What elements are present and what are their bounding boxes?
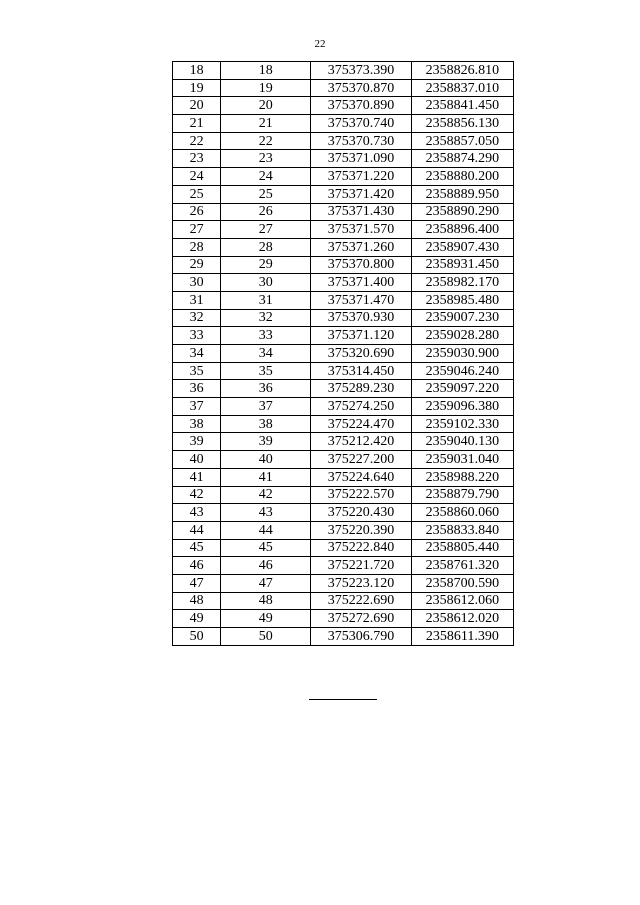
- point-id-cell: 45: [221, 539, 311, 557]
- y-coordinate-cell: 2358826.810: [411, 62, 513, 80]
- y-coordinate-cell: 2358761.320: [411, 557, 513, 575]
- coordinates-table: [172, 61, 514, 646]
- table-row: [173, 468, 514, 486]
- x-coordinate-cell: 375371.120: [311, 327, 411, 345]
- point-id-cell: 39: [221, 433, 311, 451]
- point-id-cell: 28: [221, 238, 311, 256]
- point-number-cell: 49: [173, 610, 221, 628]
- point-id-cell: 43: [221, 504, 311, 522]
- table-row: [173, 610, 514, 628]
- point-number-cell: 34: [173, 345, 221, 363]
- table-row: [173, 539, 514, 557]
- point-number-cell: 43: [173, 504, 221, 522]
- x-coordinate-cell: 375320.690: [311, 345, 411, 363]
- coordinates-table-body: [173, 62, 514, 646]
- point-id-cell: 37: [221, 398, 311, 416]
- x-coordinate-cell: 375274.250: [311, 398, 411, 416]
- y-coordinate-cell: 2359096.380: [411, 398, 513, 416]
- table-row: [173, 504, 514, 522]
- x-coordinate-cell: 375227.200: [311, 451, 411, 469]
- page-number: 22: [314, 38, 326, 50]
- table-row: [173, 150, 514, 168]
- table-row: [173, 486, 514, 504]
- point-id-cell: 33: [221, 327, 311, 345]
- table-row: [173, 274, 514, 292]
- point-id-cell: 22: [221, 132, 311, 150]
- x-coordinate-cell: 375371.260: [311, 238, 411, 256]
- table-row: [173, 451, 514, 469]
- table-row: [173, 168, 514, 186]
- y-coordinate-cell: 2358841.450: [411, 97, 513, 115]
- point-id-cell: 42: [221, 486, 311, 504]
- x-coordinate-cell: 375222.840: [311, 539, 411, 557]
- point-number-cell: 25: [173, 185, 221, 203]
- x-coordinate-cell: 375220.430: [311, 504, 411, 522]
- point-number-cell: 33: [173, 327, 221, 345]
- y-coordinate-cell: 2358700.590: [411, 574, 513, 592]
- y-coordinate-cell: 2358805.440: [411, 539, 513, 557]
- x-coordinate-cell: 375373.390: [311, 62, 411, 80]
- point-number-cell: 21: [173, 115, 221, 133]
- y-coordinate-cell: 2359046.240: [411, 362, 513, 380]
- y-coordinate-cell: 2358896.400: [411, 221, 513, 239]
- table-row: [173, 362, 514, 380]
- point-id-cell: 47: [221, 574, 311, 592]
- x-coordinate-cell: 375371.420: [311, 185, 411, 203]
- y-coordinate-cell: 2358833.840: [411, 521, 513, 539]
- y-coordinate-cell: 2358837.010: [411, 79, 513, 97]
- x-coordinate-cell: 375222.570: [311, 486, 411, 504]
- x-coordinate-cell: 375220.390: [311, 521, 411, 539]
- table-row: [173, 433, 514, 451]
- y-coordinate-cell: 2358982.170: [411, 274, 513, 292]
- point-id-cell: 44: [221, 521, 311, 539]
- x-coordinate-cell: 375371.570: [311, 221, 411, 239]
- table-row: [173, 62, 514, 80]
- y-coordinate-cell: 2359040.130: [411, 433, 513, 451]
- table-row: [173, 327, 514, 345]
- table-row: [173, 203, 514, 221]
- point-id-cell: 50: [221, 628, 311, 646]
- point-number-cell: 44: [173, 521, 221, 539]
- table-row: [173, 238, 514, 256]
- point-id-cell: 32: [221, 309, 311, 327]
- point-id-cell: 26: [221, 203, 311, 221]
- table-row: [173, 132, 514, 150]
- y-coordinate-cell: 2359030.900: [411, 345, 513, 363]
- y-coordinate-cell: 2358889.950: [411, 185, 513, 203]
- point-id-cell: 19: [221, 79, 311, 97]
- point-number-cell: 36: [173, 380, 221, 398]
- x-coordinate-cell: 375272.690: [311, 610, 411, 628]
- table-row: [173, 79, 514, 97]
- y-coordinate-cell: 2359031.040: [411, 451, 513, 469]
- point-number-cell: 32: [173, 309, 221, 327]
- y-coordinate-cell: 2358856.130: [411, 115, 513, 133]
- table-row: [173, 380, 514, 398]
- point-id-cell: 20: [221, 97, 311, 115]
- x-coordinate-cell: 375314.450: [311, 362, 411, 380]
- point-number-cell: 40: [173, 451, 221, 469]
- table-row: [173, 115, 514, 133]
- x-coordinate-cell: 375370.890: [311, 97, 411, 115]
- point-number-cell: 42: [173, 486, 221, 504]
- point-number-cell: 46: [173, 557, 221, 575]
- table-row: [173, 415, 514, 433]
- point-number-cell: 29: [173, 256, 221, 274]
- point-id-cell: 41: [221, 468, 311, 486]
- y-coordinate-cell: 2358985.480: [411, 291, 513, 309]
- table-row: [173, 398, 514, 416]
- table-row: [173, 345, 514, 363]
- table-row: [173, 291, 514, 309]
- y-coordinate-cell: 2359007.230: [411, 309, 513, 327]
- point-id-cell: 25: [221, 185, 311, 203]
- point-id-cell: 36: [221, 380, 311, 398]
- point-id-cell: 48: [221, 592, 311, 610]
- y-coordinate-cell: 2358907.430: [411, 238, 513, 256]
- point-number-cell: 26: [173, 203, 221, 221]
- y-coordinate-cell: 2358931.450: [411, 256, 513, 274]
- point-id-cell: 24: [221, 168, 311, 186]
- y-coordinate-cell: 2358879.790: [411, 486, 513, 504]
- x-coordinate-cell: 375223.120: [311, 574, 411, 592]
- point-number-cell: 38: [173, 415, 221, 433]
- point-id-cell: 46: [221, 557, 311, 575]
- point-number-cell: 37: [173, 398, 221, 416]
- x-coordinate-cell: 375224.640: [311, 468, 411, 486]
- point-id-cell: 40: [221, 451, 311, 469]
- table-row: [173, 256, 514, 274]
- point-number-cell: 39: [173, 433, 221, 451]
- x-coordinate-cell: 375371.470: [311, 291, 411, 309]
- point-id-cell: 29: [221, 256, 311, 274]
- point-id-cell: 21: [221, 115, 311, 133]
- point-number-cell: 35: [173, 362, 221, 380]
- point-number-cell: 20: [173, 97, 221, 115]
- point-id-cell: 23: [221, 150, 311, 168]
- point-number-cell: 18: [173, 62, 221, 80]
- x-coordinate-cell: 375370.730: [311, 132, 411, 150]
- point-number-cell: 31: [173, 291, 221, 309]
- y-coordinate-cell: 2359097.220: [411, 380, 513, 398]
- point-id-cell: 27: [221, 221, 311, 239]
- x-coordinate-cell: 375306.790: [311, 628, 411, 646]
- point-number-cell: 45: [173, 539, 221, 557]
- y-coordinate-cell: 2358611.390: [411, 628, 513, 646]
- point-number-cell: 28: [173, 238, 221, 256]
- y-coordinate-cell: 2358860.060: [411, 504, 513, 522]
- x-coordinate-cell: 375371.220: [311, 168, 411, 186]
- table-row: [173, 521, 514, 539]
- x-coordinate-cell: 375224.470: [311, 415, 411, 433]
- point-number-cell: 27: [173, 221, 221, 239]
- point-id-cell: 35: [221, 362, 311, 380]
- point-id-cell: 18: [221, 62, 311, 80]
- x-coordinate-cell: 375289.230: [311, 380, 411, 398]
- point-number-cell: 50: [173, 628, 221, 646]
- y-coordinate-cell: 2358857.050: [411, 132, 513, 150]
- point-id-cell: 30: [221, 274, 311, 292]
- table-row: [173, 221, 514, 239]
- point-id-cell: 31: [221, 291, 311, 309]
- point-id-cell: 38: [221, 415, 311, 433]
- point-id-cell: 49: [221, 610, 311, 628]
- x-coordinate-cell: 375222.690: [311, 592, 411, 610]
- x-coordinate-cell: 375221.720: [311, 557, 411, 575]
- y-coordinate-cell: 2358880.200: [411, 168, 513, 186]
- x-coordinate-cell: 375370.870: [311, 79, 411, 97]
- y-coordinate-cell: 2359102.330: [411, 415, 513, 433]
- x-coordinate-cell: 375371.400: [311, 274, 411, 292]
- x-coordinate-cell: 375212.420: [311, 433, 411, 451]
- table-row: [173, 628, 514, 646]
- end-divider: [309, 699, 377, 700]
- point-number-cell: 24: [173, 168, 221, 186]
- point-number-cell: 22: [173, 132, 221, 150]
- point-number-cell: 48: [173, 592, 221, 610]
- y-coordinate-cell: 2358612.060: [411, 592, 513, 610]
- y-coordinate-cell: 2358890.290: [411, 203, 513, 221]
- point-number-cell: 23: [173, 150, 221, 168]
- y-coordinate-cell: 2358988.220: [411, 468, 513, 486]
- table-row: [173, 592, 514, 610]
- x-coordinate-cell: 375371.430: [311, 203, 411, 221]
- x-coordinate-cell: 375370.740: [311, 115, 411, 133]
- point-id-cell: 34: [221, 345, 311, 363]
- y-coordinate-cell: 2358612.020: [411, 610, 513, 628]
- x-coordinate-cell: 375370.800: [311, 256, 411, 274]
- y-coordinate-cell: 2359028.280: [411, 327, 513, 345]
- table-row: [173, 309, 514, 327]
- x-coordinate-cell: 375370.930: [311, 309, 411, 327]
- table-row: [173, 97, 514, 115]
- point-number-cell: 30: [173, 274, 221, 292]
- x-coordinate-cell: 375371.090: [311, 150, 411, 168]
- point-number-cell: 41: [173, 468, 221, 486]
- table-row: [173, 557, 514, 575]
- y-coordinate-cell: 2358874.290: [411, 150, 513, 168]
- point-number-cell: 47: [173, 574, 221, 592]
- point-number-cell: 19: [173, 79, 221, 97]
- table-row: [173, 185, 514, 203]
- table-row: [173, 574, 514, 592]
